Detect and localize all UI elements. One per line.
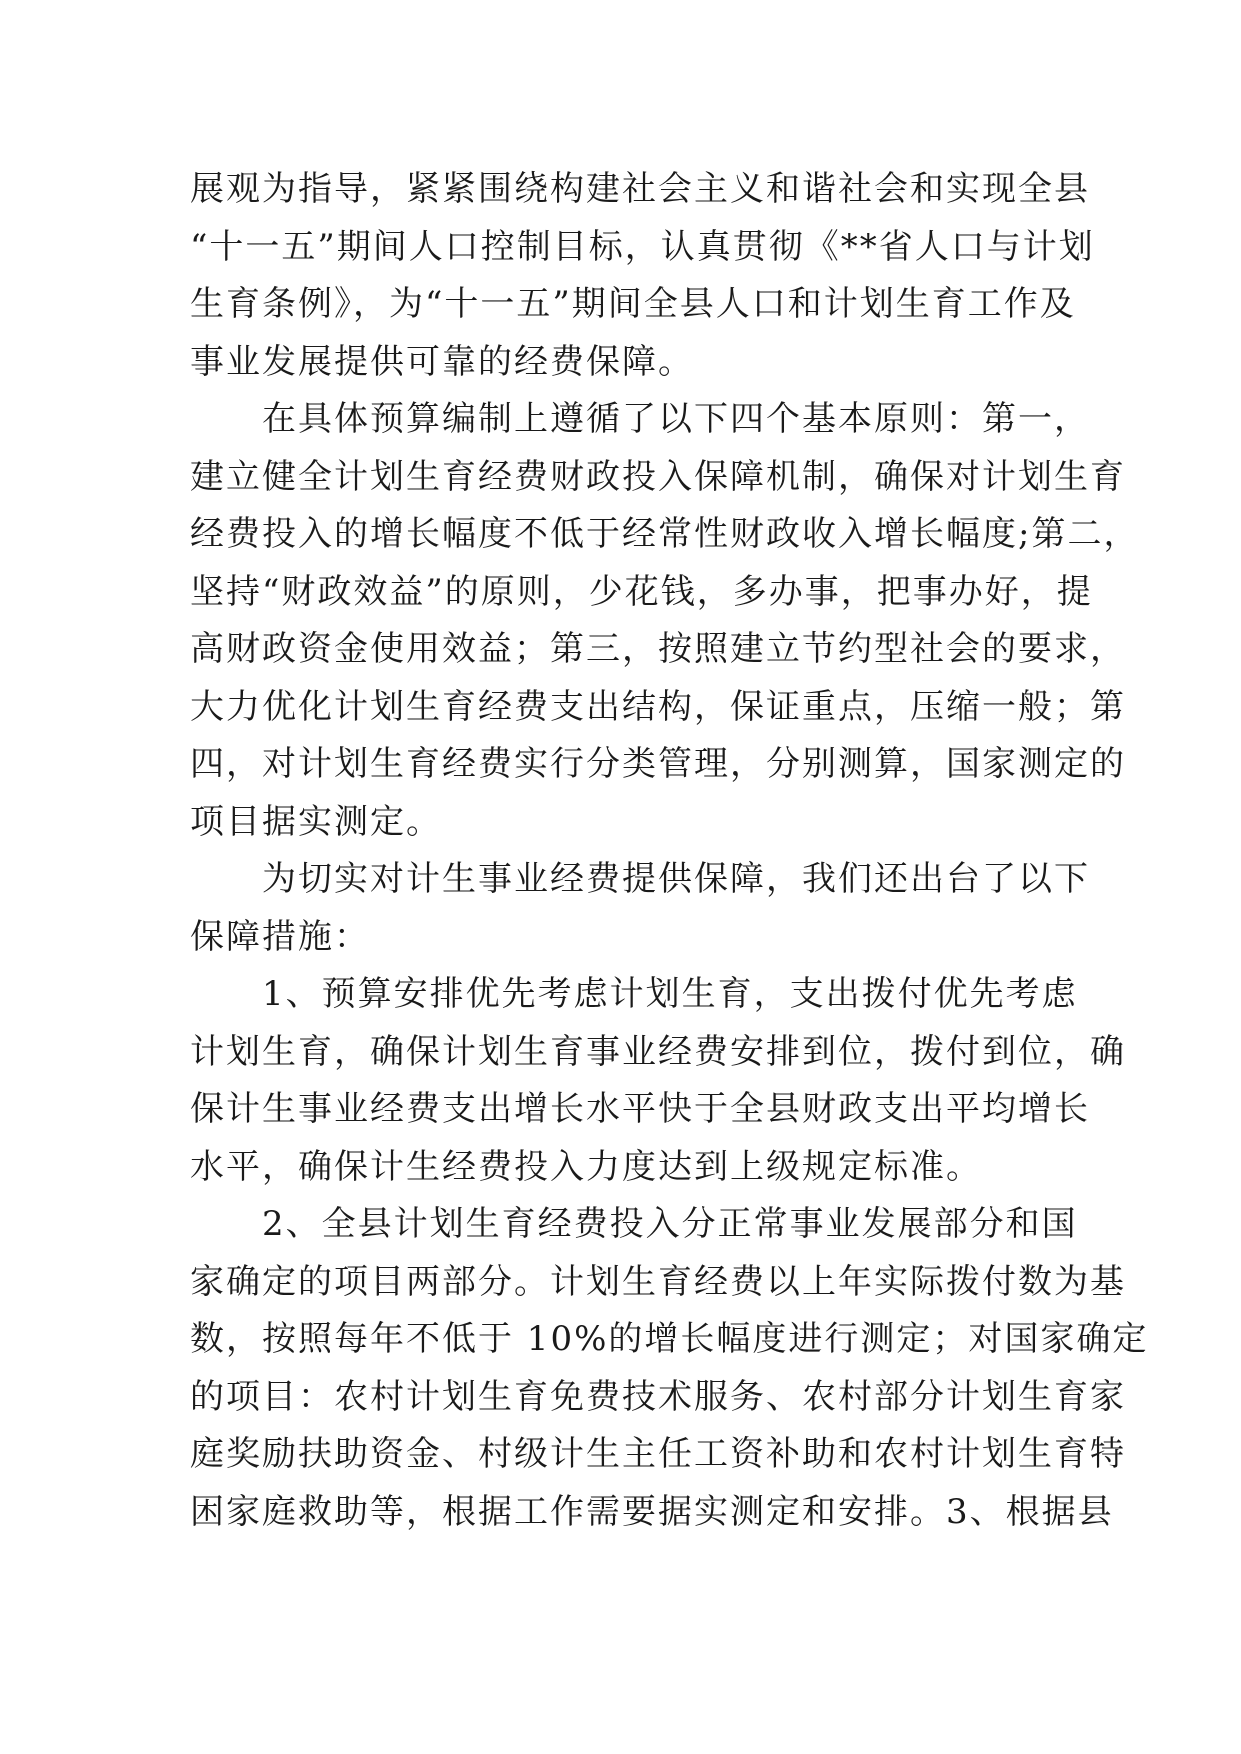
text-line: 家确定的项目两部分。计划生育经费以上年实际拨付数为基: [190, 1261, 1126, 1302]
text-line: 的项目：农村计划生育免费技术服务、农村部分计划生育家: [190, 1376, 1126, 1417]
document-body: [190, 161, 1149, 1541]
text-line: 大力优化计划生育经费支出结构，保证重点，压缩一般；第: [190, 686, 1126, 727]
text-line: 庭奖励扶助资金、村级计生主任工资补助和农村计划生育特: [190, 1434, 1126, 1474]
text-line: 展观为指导，紧紧围绕构建社会主义和谐社会和实现全县: [190, 169, 1090, 209]
text-line: “十一五”期间人口控制目标，认真贯彻《**省人口与计划: [190, 226, 1095, 267]
text-line: 水平，确保计生经费投入力度达到上级规定标准。: [190, 1146, 982, 1187]
text-line: 2、全县计划生育经费投入分正常事业发展部分和国: [190, 1204, 1078, 1244]
text-line: 坚持“财政效益”的原则，少花钱，多办事，把事办好，提: [190, 571, 1093, 612]
paragraph-guiding-principle: [190, 161, 1095, 391]
text-line: 建立健全计划生育经费财政投入保障机制，确保对计划生育: [190, 456, 1126, 497]
text-line: 保障措施：: [190, 916, 370, 957]
text-line: 项目据实测定。: [190, 801, 442, 842]
text-line: 为切实对计生事业经费提供保障，我们还出台了以下: [190, 859, 1090, 899]
paragraph-measure-2: [190, 1196, 1149, 1541]
paragraph-measure-1: [190, 966, 1126, 1196]
text-line: 经费投入的增长幅度不低于经常性财政收入增长幅度;第二，: [190, 514, 1140, 554]
text-line: 四，对计划生育经费实行分类管理，分别测算，国家测定的: [190, 744, 1126, 784]
paragraph-four-principles: [190, 391, 1140, 851]
text-line: 保计生事业经费支出增长水平快于全县财政支出平均增长: [190, 1089, 1090, 1129]
text-line: 高财政资金使用效益；第三，按照建立节约型社会的要求，: [190, 629, 1126, 669]
text-line: 1、预算安排优先考虑计划生育，支出拨付优先考虑: [190, 974, 1078, 1014]
text-line: 生育条例》，为“十一五”期间全县人口和计划生育工作及: [190, 284, 1076, 324]
text-line: 困家庭救助等，根据工作需要据实测定和安排。3、根据县: [190, 1491, 1114, 1532]
text-line: 事业发展提供可靠的经费保障。: [190, 341, 694, 382]
text-line: 计划生育，确保计划生育事业经费安排到位，拨付到位，确: [190, 1031, 1126, 1072]
text-line: 数，按照每年不低于 10%的增长幅度进行测定；对国家确定: [190, 1319, 1149, 1359]
text-line: 在具体预算编制上遵循了以下四个基本原则：第一，: [190, 399, 1090, 439]
paragraph-safeguard-intro: [190, 851, 1090, 966]
